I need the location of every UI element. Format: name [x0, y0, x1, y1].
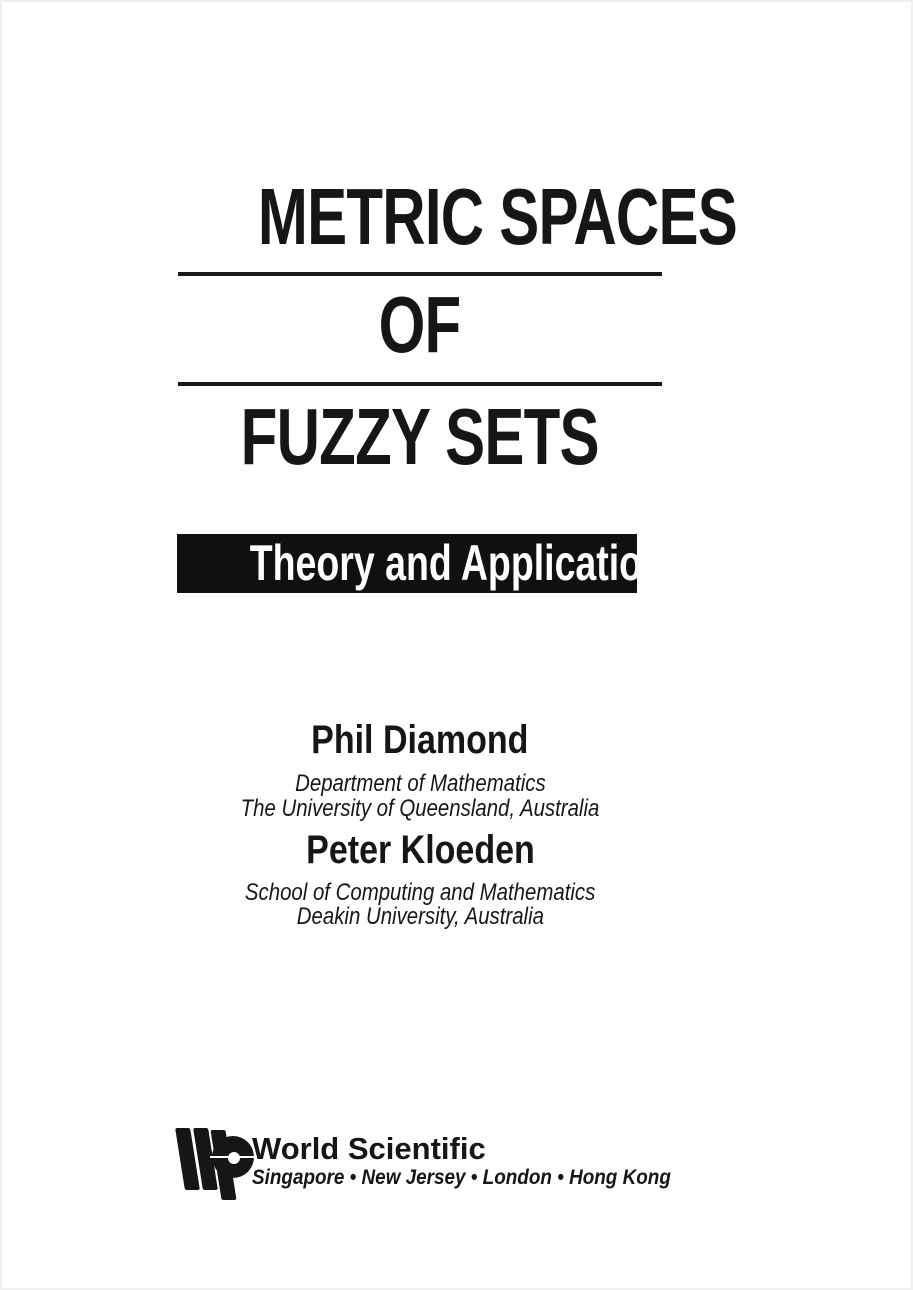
author-1-name: Phil Diamond — [311, 718, 529, 762]
title-line-1 — [178, 172, 738, 261]
publisher-name: World Scientific — [252, 1131, 486, 1166]
author-2-name: Peter Kloeden — [305, 828, 535, 872]
publisher-locations — [252, 1166, 717, 1190]
title-line-2 — [178, 282, 662, 368]
subtitle-banner — [177, 534, 686, 593]
publisher-locations-text: Singapore • New Jersey • London • Hong Kong — [252, 1166, 671, 1189]
title-text-fuzzy-sets: FUZZY SETS — [240, 392, 600, 481]
author-2-affiliation-2: Deakin University, Australia — [296, 903, 544, 930]
title-divider-2 — [178, 382, 662, 386]
title-divider-1 — [178, 272, 662, 276]
subtitle-text: Theory and Applications — [249, 535, 686, 591]
author-1-affiliation-1: Department of Mathematics — [294, 770, 546, 797]
title-text-of: OF — [379, 280, 461, 369]
author-2-affiliation-1: School of Computing and Mathematics — [244, 879, 596, 906]
title-text-metric-spaces: METRIC SPACES — [257, 172, 738, 261]
title-line-3 — [178, 394, 662, 480]
author-1-affiliation-2: The University of Queensland, Australia — [240, 795, 600, 822]
logo-circle-hole — [228, 1152, 240, 1164]
